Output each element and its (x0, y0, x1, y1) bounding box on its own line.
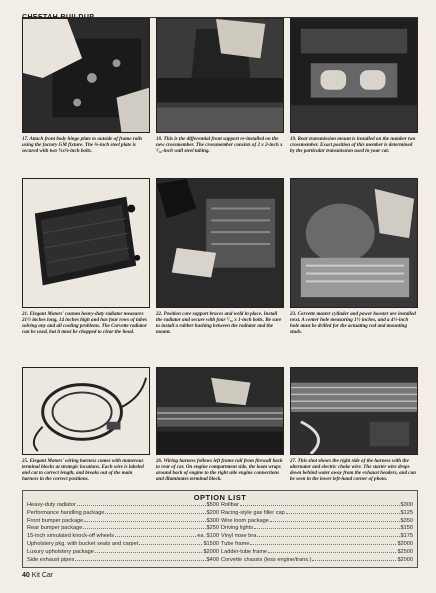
option-name: Performance handling package (27, 509, 105, 516)
page-header (22, 6, 418, 18)
option-item (221, 510, 413, 518)
option-name: Luxury upholstery package (27, 548, 94, 555)
option-item (221, 518, 413, 526)
option-price: $1500 (203, 540, 219, 547)
option-list-box (22, 490, 418, 568)
photo-differential-support (156, 18, 284, 133)
option-price: $250 (206, 525, 219, 532)
option-name: Heavy-duty radiator (27, 502, 76, 508)
option-name: Driving lights (221, 525, 254, 532)
photo-caption: 27. This shot shows the right side of the harness with the alternator and electric choke wire. The starter wire drops down behind water away from the exhaust headers, and can be seen in the lower left-hand corner of photo. (290, 458, 416, 483)
option-item (221, 541, 413, 549)
option-price: $500 (206, 502, 219, 508)
option-name: Ladder-tube frame (221, 548, 268, 555)
photo-transmission-mount (290, 18, 418, 133)
option-item (221, 533, 413, 541)
magazine-name: Kit Car (31, 572, 54, 579)
photo-cell (290, 178, 418, 363)
photo-row (22, 18, 418, 174)
photo-row (22, 367, 418, 506)
option-price: $2000 (397, 556, 413, 563)
photo-cell (156, 367, 284, 506)
photo-caption: 21. Elegant Motors' custom heavy-duty radiator measures 21½ inches long, 14 inches high and has four rows of tubes solving any and all cooling problems. The Corvette radiator can be used, but it must be chopped to clear the hood. (22, 311, 147, 336)
photo-caption: 25. Elegant Motors' wiring harness comes with numerous terminal blocks at strategic locations. Each wire is labeled and cut to correct length, and breaks out of the main harness in the correct positions. (22, 458, 144, 483)
option-item (27, 541, 219, 549)
option-list-title: OPTION LIST (193, 493, 247, 502)
page-number: 40 (22, 572, 30, 579)
option-price: $300 (400, 502, 413, 508)
option-price: $125 (400, 509, 413, 516)
option-name: Rear bumper package (27, 525, 83, 532)
option-item (221, 549, 413, 557)
option-price: $350 (400, 517, 413, 524)
photo-caption: 19. Rear transmission mount is installed on the number two crossmember. Exact position of this member is determined by the particular transmission used in your car. (290, 136, 416, 155)
photo-harness-frame-rail (156, 367, 284, 455)
option-price: $2000 (203, 548, 219, 555)
option-item (27, 549, 219, 557)
option-price: $2500 (397, 548, 413, 555)
option-name: 15-inch simulated knock-off wheels (27, 533, 114, 540)
option-name: Wire loom package (221, 517, 269, 524)
option-item (221, 557, 413, 565)
option-name: Racing-style gas filler cap (221, 509, 285, 516)
option-name: Corvette chassis (less engine/trans.) (221, 556, 312, 563)
option-price: $300 (206, 517, 219, 524)
option-price: $175 (400, 533, 413, 540)
photo-cell (290, 367, 418, 506)
photo-core-support (156, 178, 284, 308)
option-name: Tube frame (221, 540, 250, 547)
photo-harness-right-side (290, 367, 418, 455)
option-price: ea. $100 (197, 533, 219, 540)
option-item (27, 502, 219, 510)
option-name: Front bumper package (27, 517, 84, 524)
photo-caption: 17. Attach front body hinge plate to outside of frame rails using the factory GM fixture. The ⅜-inch steel plate is secured with two ¾x⅝-inch bolts. (22, 136, 143, 155)
option-item (221, 502, 413, 510)
option-item (27, 557, 219, 565)
option-column-left (27, 502, 219, 564)
option-item (27, 510, 219, 518)
option-item (27, 525, 219, 533)
photo-grid (22, 18, 418, 510)
photo-cell (156, 18, 284, 174)
photo-caption: 26. Wiring harness follows left frame rail from firewall back to rear of car. On engine compartment side, the loom wraps around back of engine to the right side engine connections and illuminates terminal block. (156, 458, 283, 483)
option-item (221, 525, 413, 533)
photo-cell (22, 18, 150, 174)
option-item (27, 518, 219, 526)
page-footer (22, 572, 53, 582)
option-name: Vinyl nose bra (221, 533, 257, 540)
option-column-right (221, 502, 413, 564)
option-price: $200 (206, 509, 219, 516)
option-price: $150 (400, 525, 413, 532)
photo-row (22, 178, 418, 363)
photo-caption: 23. Corvette master cylinder and power booster are installed next. A center hole measuring 1½ inches, and a 4½-inch hole must be drilled for the actuating rod and mounting studs. (290, 311, 416, 336)
option-name: Upholstery pkg. with bucket seats and carpet (27, 540, 139, 547)
option-price: $400 (206, 556, 219, 563)
photo-master-cylinder (290, 178, 418, 308)
photo-caption: 18. This is the differential front support re-installed on the new crossmember. The crossmember consists of 2 x 2-inch x ³⁄₁₆-inch wall steel tubing. (156, 136, 283, 155)
option-name: Rollbar (221, 502, 239, 508)
photo-radiator (22, 178, 150, 308)
photo-cell (22, 367, 150, 506)
photo-cell (156, 178, 284, 363)
option-price: $2000 (397, 540, 413, 547)
photo-frame-hinge-plate (22, 18, 150, 133)
photo-cell (22, 178, 150, 363)
option-item (27, 533, 219, 541)
photo-wiring-harness (22, 367, 150, 455)
option-name: Side exhaust pipes (27, 556, 75, 563)
photo-caption: 22. Position core support braces and weld in place. Install the radiator and secure with four ⁵⁄₁₆ x 1-inch bolts. Be sure to install a rubber bushing between the radiator and the mount. (156, 311, 282, 336)
photo-cell (290, 18, 418, 174)
